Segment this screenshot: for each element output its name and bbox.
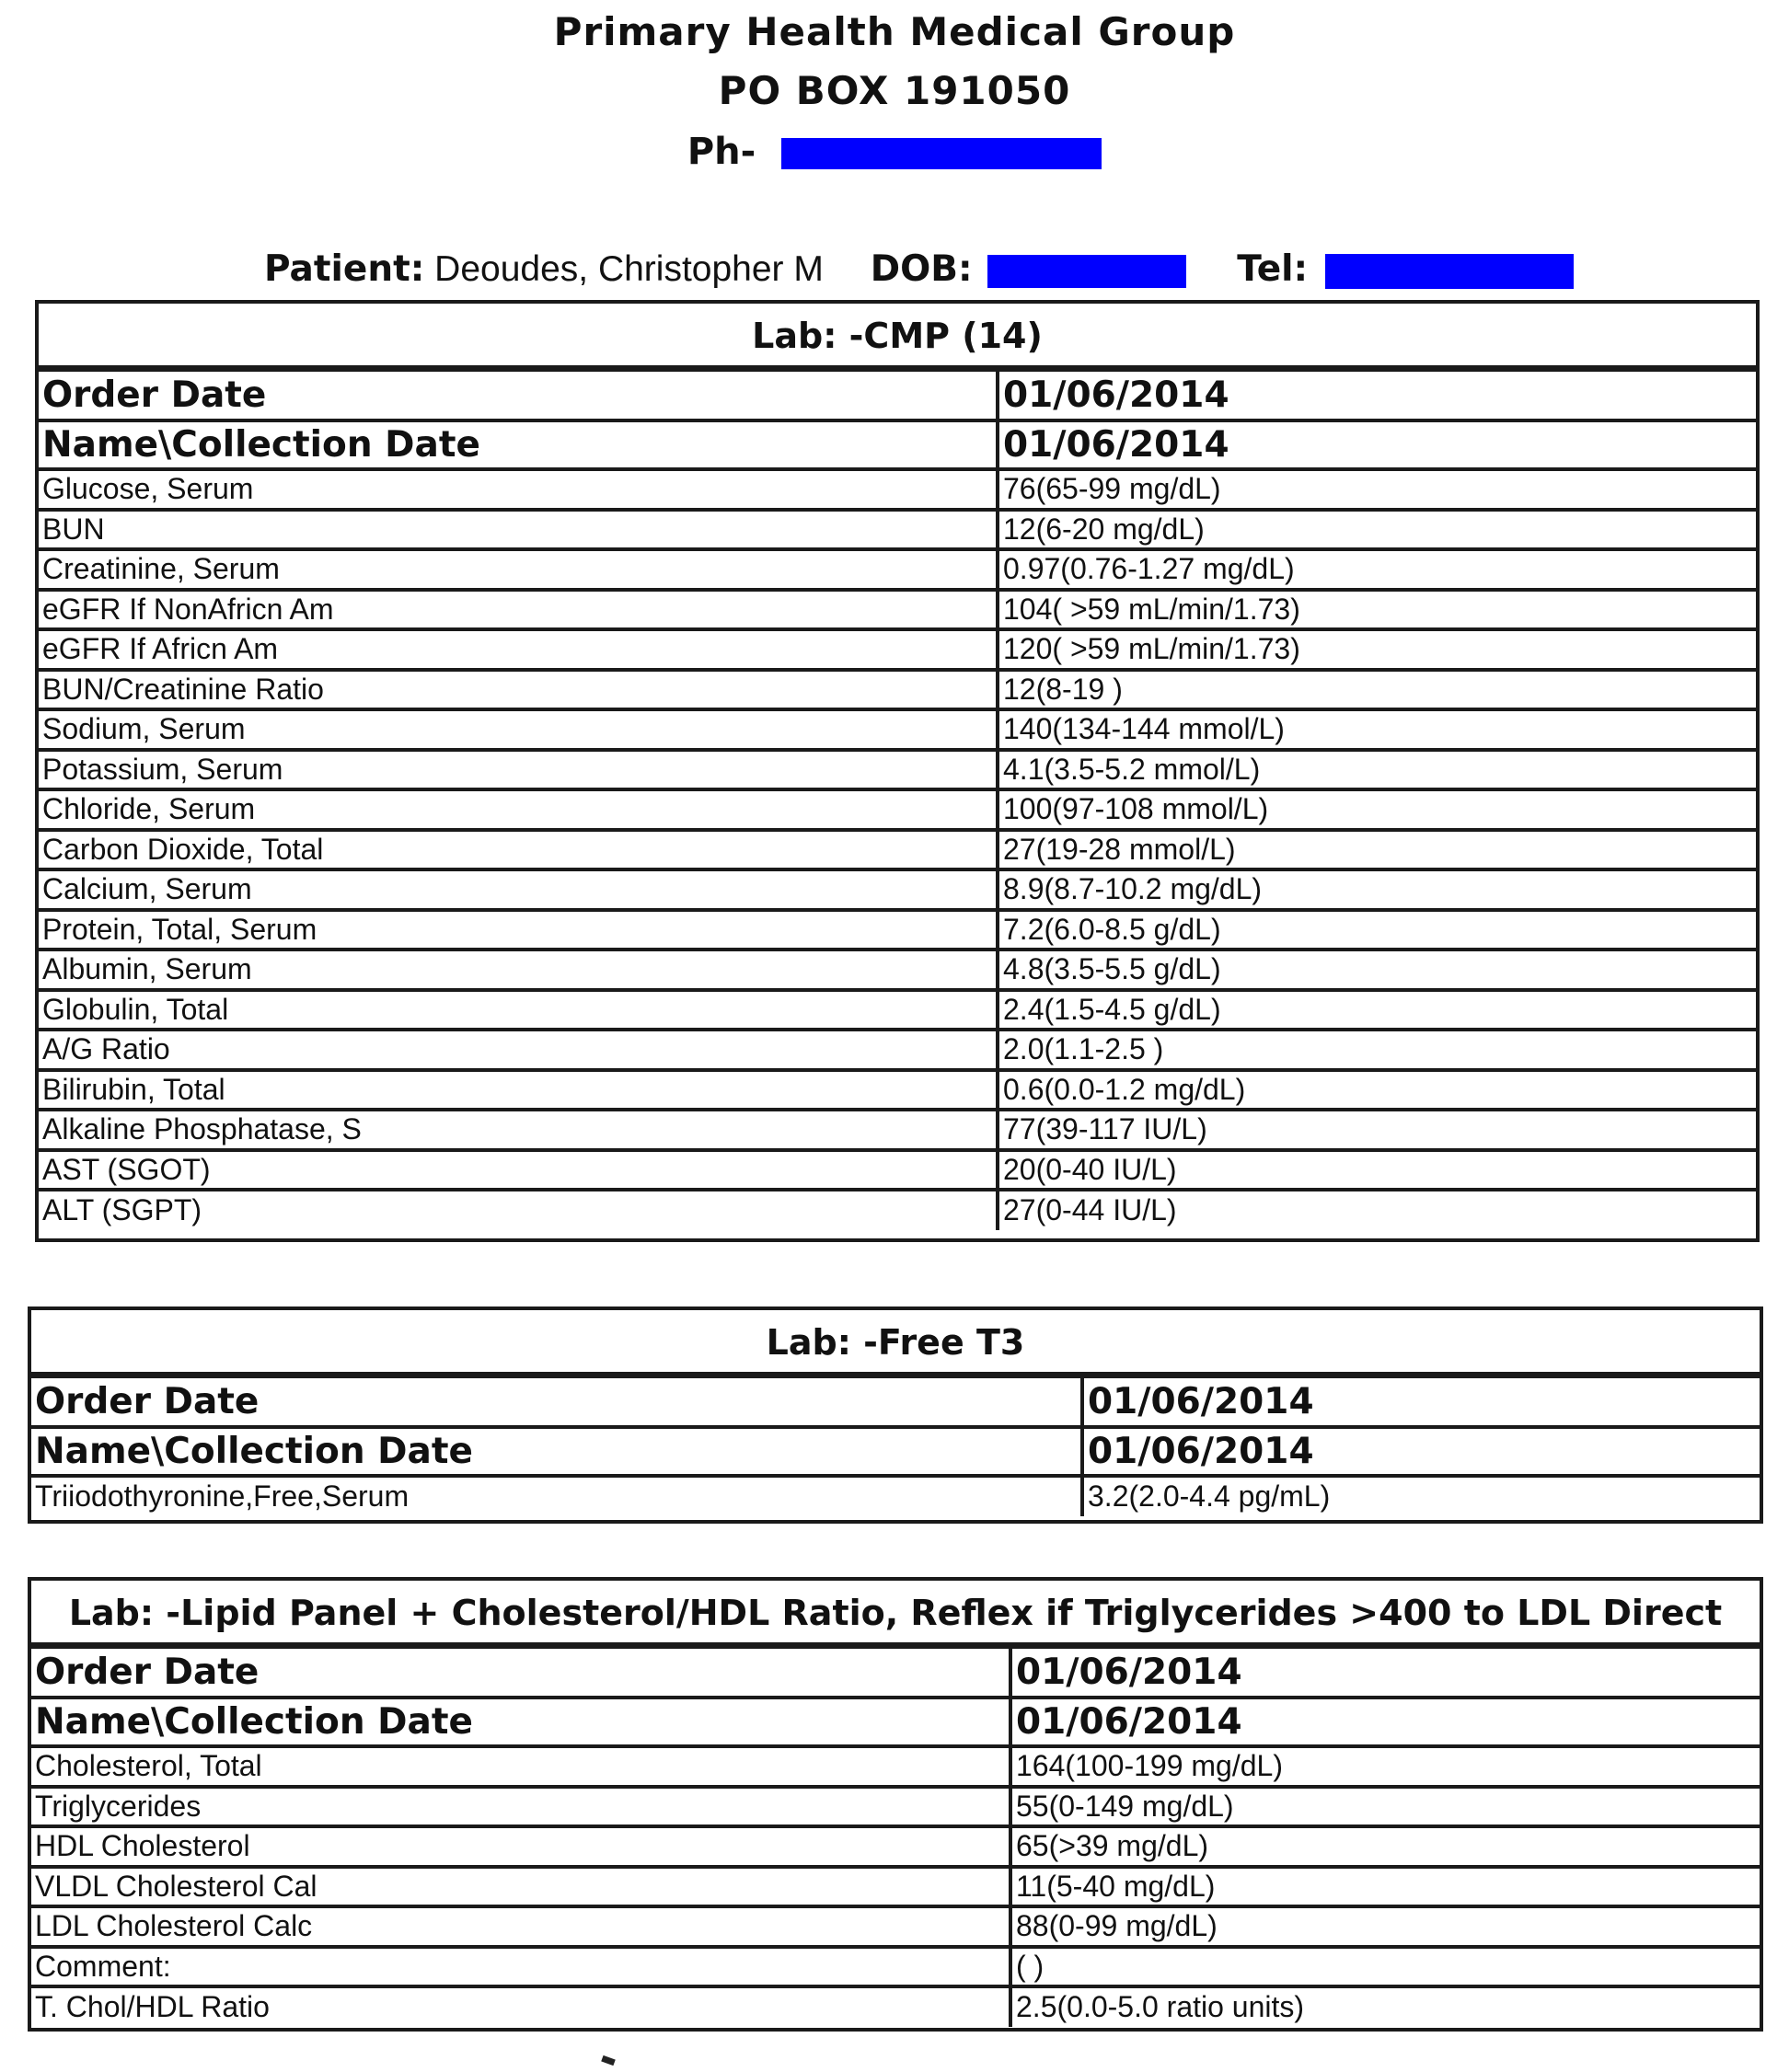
- result-row: [39, 830, 1756, 870]
- test-name: T. Chol/HDL Ratio: [35, 1990, 270, 2024]
- test-name: ALT (SGPT): [42, 1193, 202, 1227]
- test-name: BUN: [39, 510, 998, 550]
- test-name: AST (SGOT): [39, 1150, 998, 1191]
- test-result: 120( >59 mL/min/1.73): [998, 629, 1756, 670]
- result-row: [39, 629, 1756, 670]
- test-name: eGFR If NonAfricn Am: [39, 590, 998, 630]
- test-result: 27(0-44 IU/L): [998, 1190, 1756, 1230]
- test-name: Carbon Dioxide, Total: [39, 830, 998, 870]
- test-result: 2.5(0.0-5.0 ratio units): [1010, 1986, 1760, 2027]
- test-name: eGFR If Africn Am: [39, 629, 998, 670]
- result-row: [39, 549, 1756, 590]
- lab-cmp-panel: [35, 300, 1760, 1242]
- test-result: 0.6(0.0-1.2 mg/dL): [998, 1070, 1756, 1111]
- result-row: [31, 1826, 1760, 1867]
- clinic-phone-line: [0, 131, 1789, 173]
- test-result: 76(65-99 mg/dL): [998, 469, 1756, 510]
- phone-label: Ph-: [687, 131, 756, 173]
- test-name: A/G Ratio: [39, 1030, 998, 1070]
- test-result: 100(97-108 mmol/L): [998, 789, 1756, 830]
- test-result: 12(8-19 ): [998, 670, 1756, 710]
- result-row: [39, 789, 1756, 830]
- collection-date-row: [31, 1698, 1760, 1746]
- collection-date-value: 01/06/2014: [998, 420, 1756, 469]
- clinic-address: PO BOX 191050: [718, 68, 1071, 113]
- test-name: Protein, Total, Serum: [39, 910, 998, 950]
- test-name: Creatinine, Serum: [39, 549, 998, 590]
- lab-results-table: [39, 372, 1756, 1230]
- collection-date-label: Name\Collection Date: [31, 1698, 1010, 1746]
- result-row: [39, 750, 1756, 790]
- result-row: [39, 1190, 1756, 1230]
- test-result: 11(5-40 mg/dL): [1010, 1867, 1760, 1907]
- test-result: 2.0(1.1-2.5 ): [998, 1030, 1756, 1070]
- order-date-label: Order Date: [31, 1378, 1082, 1427]
- test-result: 8.9(8.7-10.2 mg/dL): [998, 869, 1756, 910]
- test-result: 164(100-199 mg/dL): [1010, 1746, 1760, 1787]
- result-row: [31, 1947, 1760, 1987]
- test-name: Calcium, Serum: [39, 869, 998, 910]
- patient-name: Deoudes, Christopher M: [434, 249, 824, 289]
- collection-date-label: Name\Collection Date: [39, 420, 998, 469]
- order-date-row: [39, 372, 1756, 420]
- result-row: [39, 670, 1756, 710]
- order-date-label: Order Date: [39, 372, 998, 420]
- result-row: [39, 590, 1756, 630]
- test-name: Alkaline Phosphatase, S: [39, 1110, 998, 1150]
- lab-rows: [31, 1378, 1760, 1516]
- test-result: 77(39-117 IU/L): [998, 1110, 1756, 1150]
- test-name: Globulin, Total: [39, 990, 998, 1030]
- test-name: VLDL Cholesterol Cal: [31, 1867, 1010, 1907]
- result-row: [31, 1867, 1760, 1907]
- result-row: [31, 1787, 1760, 1827]
- order-date-value: 01/06/2014: [998, 372, 1756, 420]
- test-name: LDL Cholesterol Calc: [31, 1906, 1010, 1947]
- lab-lipid-panel: [28, 1577, 1763, 2032]
- result-row: [31, 1476, 1760, 1516]
- lab-rows: [39, 372, 1756, 1230]
- collection-date-row: [31, 1427, 1760, 1476]
- test-result: ( ): [1010, 1947, 1760, 1987]
- result-row: [39, 510, 1756, 550]
- result-row: [39, 1150, 1756, 1191]
- test-name: Glucose, Serum: [39, 469, 998, 510]
- dob-label: DOB:: [870, 248, 973, 290]
- test-name: Triglycerides: [31, 1787, 1010, 1827]
- test-result: 88(0-99 mg/dL): [1010, 1906, 1760, 1947]
- collection-date-value: 01/06/2014: [1010, 1698, 1760, 1746]
- test-name: Bilirubin, Total: [39, 1070, 998, 1111]
- result-row: [39, 469, 1756, 510]
- collection-date-row: [39, 420, 1756, 469]
- test-result: 2.4(1.5-4.5 g/dL): [998, 990, 1756, 1030]
- test-name: Triiodothyronine,Free,Serum: [35, 1479, 410, 1514]
- test-result: 55(0-149 mg/dL): [1010, 1787, 1760, 1827]
- lab-results-table: [31, 1649, 1760, 2027]
- result-row: [31, 1906, 1760, 1947]
- test-name: Cholesterol, Total: [31, 1746, 1010, 1787]
- test-result: 104( >59 mL/min/1.73): [998, 590, 1756, 630]
- test-name: BUN/Creatinine Ratio: [39, 670, 998, 710]
- test-name: Potassium, Serum: [39, 750, 998, 790]
- test-result: 12(6-20 mg/dL): [998, 510, 1756, 550]
- test-result: 65(>39 mg/dL): [1010, 1826, 1760, 1867]
- tel-label: Tel:: [1237, 248, 1309, 290]
- order-date-label: Order Date: [31, 1649, 1010, 1698]
- order-date-row: [31, 1378, 1760, 1427]
- result-row: [39, 950, 1756, 990]
- lab-rows: [31, 1649, 1760, 2027]
- test-name: Chloride, Serum: [39, 789, 998, 830]
- test-result: 4.8(3.5-5.5 g/dL): [998, 950, 1756, 990]
- result-row: [31, 1986, 1760, 2027]
- result-row: [39, 1110, 1756, 1150]
- result-row: [39, 1070, 1756, 1111]
- lab-title: Lab: -Free T3: [31, 1310, 1760, 1378]
- collection-date-label: Name\Collection Date: [31, 1427, 1082, 1476]
- test-name: Albumin, Serum: [39, 950, 998, 990]
- clinic-name: Primary Health Medical Group: [553, 9, 1236, 54]
- patient-label: Patient:: [264, 248, 425, 290]
- result-row: [39, 990, 1756, 1030]
- result-row: [31, 1746, 1760, 1787]
- test-result: 3.2(2.0-4.4 pg/mL): [1082, 1476, 1760, 1516]
- test-name: HDL Cholesterol: [31, 1826, 1010, 1867]
- test-result: 0.97(0.76-1.27 mg/dL): [998, 549, 1756, 590]
- test-result: 140(134-144 mmol/L): [998, 709, 1756, 750]
- phone-redaction: [781, 138, 1102, 169]
- result-row: [39, 1030, 1756, 1070]
- test-result: 20(0-40 IU/L): [998, 1150, 1756, 1191]
- result-row: [39, 709, 1756, 750]
- lab-results-table: [31, 1378, 1760, 1516]
- test-result: 27(19-28 mmol/L): [998, 830, 1756, 870]
- test-name: Comment:: [31, 1947, 1010, 1987]
- order-date-row: [31, 1649, 1760, 1698]
- collection-date-value: 01/06/2014: [1082, 1427, 1760, 1476]
- test-result: 4.1(3.5-5.2 mmol/L): [998, 750, 1756, 790]
- scan-speck: [601, 2055, 616, 2066]
- dob-redaction: [987, 255, 1186, 288]
- result-row: [39, 910, 1756, 950]
- result-row: [39, 869, 1756, 910]
- lab-title: Lab: -Lipid Panel + Cholesterol/HDL Ratio, Reflex if Triglycerides >400 to LDL Direct: [31, 1581, 1760, 1649]
- test-name: Sodium, Serum: [39, 709, 998, 750]
- lab-title: Lab: -CMP (14): [39, 304, 1756, 372]
- lab-free-t3-panel: [28, 1307, 1763, 1524]
- test-result: 7.2(6.0-8.5 g/dL): [998, 910, 1756, 950]
- patient-info: [264, 248, 1574, 290]
- order-date-value: 01/06/2014: [1082, 1378, 1760, 1427]
- tel-redaction: [1325, 254, 1574, 289]
- order-date-value: 01/06/2014: [1010, 1649, 1760, 1698]
